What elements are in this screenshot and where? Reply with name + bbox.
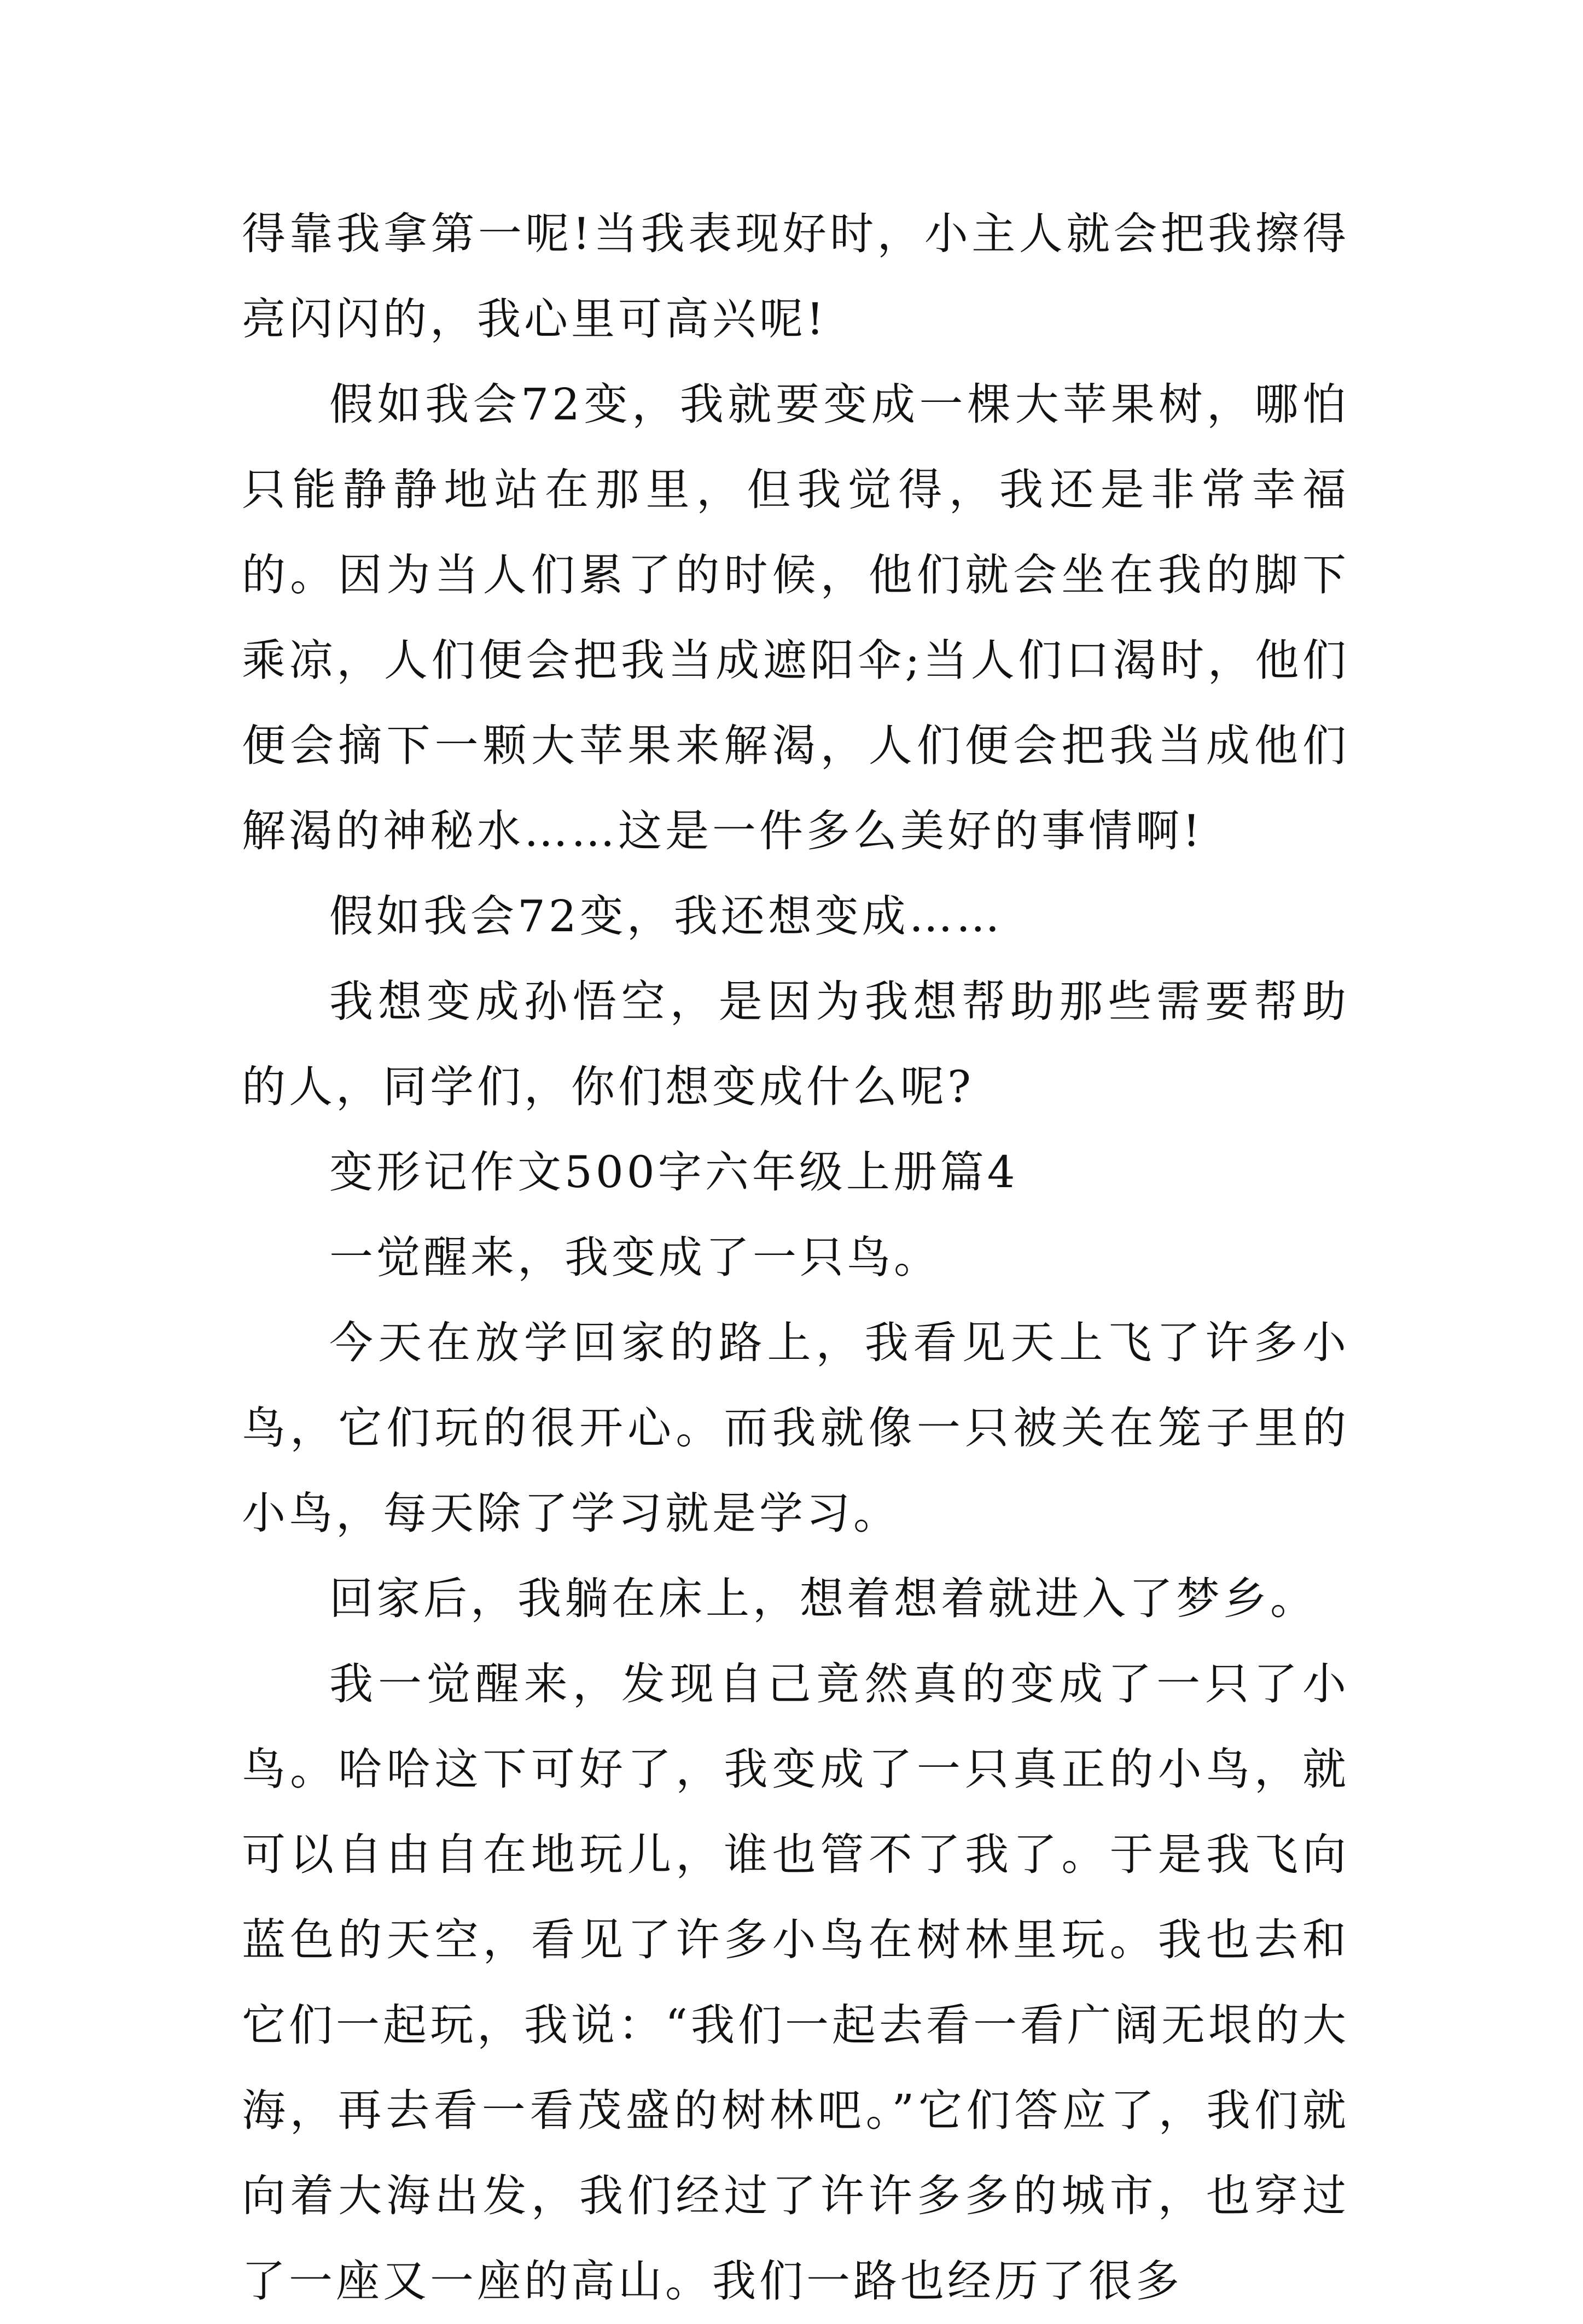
paragraph-want-more: 假如我会72变，我还想变成…… (329, 891, 1003, 942)
paragraph-apple-tree: 假如我会72变，我就要变成一棵大苹果树，哪怕只能静静地站在那里，但我觉得，我还是非常幸福的。因为当人们累了的时候，他们就会坐在我的脚下乘凉，人们便会把我当成遮阳伞;当人们口渴时，他们便会摘下一颗大苹果来解渴，人们便会把我当成他们解渴的神秘水……这是一件多么美好的事情啊! (242, 379, 1349, 856)
document-body (242, 191, 1349, 2324)
section-heading: 变形记作文500字六年级上册篇4 (329, 1147, 1019, 1198)
paragraph-dream: 回家后，我躺在床上，想着想着就进入了梦乡。 (329, 1573, 1317, 1624)
paragraph-continuation: 得靠我拿第一呢!当我表现好时，小主人就会把我擦得亮闪闪的，我心里可高兴呢! (242, 208, 1349, 344)
paragraph-flying: 我一觉醒来，发现自己竟然真的变成了一只了小鸟。哈哈这下可好了，我变成了一只真正的小鸟，就可以自由自在地玩儿，谁也管不了我了。于是我飞向蓝色的天空，看见了许多小鸟在树林里玩。我也去和它们一起玩，我说：“我们一起去看一看广阔无垠的大海，再去看一看茂盛的树林吧。”它们答应了，我们就向着大海出发，我们经过了许许多多的城市，也穿过了一座又一座的高山。我们一路也经历了很多 (242, 1659, 1349, 2307)
paragraph-sun-wukong: 我想变成孙悟空，是因为我想帮助那些需要帮助的人，同学们，你们想变成什么呢? (242, 976, 1349, 1112)
paragraph-became-bird: 一觉醒来，我变成了一只鸟。 (329, 1232, 941, 1283)
paragraph-way-home: 今天在放学回家的路上，我看见天上飞了许多小鸟，它们玩的很开心。而我就像一只被关在笼子里的小鸟，每天除了学习就是学习。 (242, 1317, 1349, 1539)
